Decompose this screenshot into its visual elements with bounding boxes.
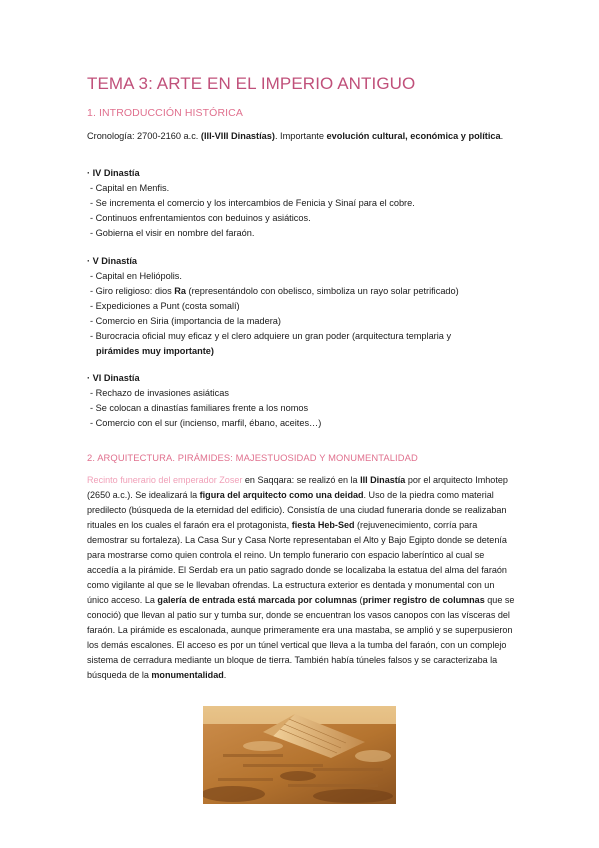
text-run: ( [357,595,363,605]
text-run-bold: primer registro de columnas [362,595,485,605]
list-item-text: (representándolo con obelisco, simboliza un rayo solar petrificado) [186,286,459,296]
architecture-paragraph [87,473,515,683]
text-run: La pirámide es escalonada, aunque primeramente era una mastaba, se amplió y se superpusieron los demás escalones. El acceso es por un túnel vertical que lleva a la tumba del faraón, con un complejo sistema de cerradura mediante un bloque de tierra. También había túneles falsos y se caracterizaba la búsqueda de la [87,625,513,680]
chronology-end: . [500,131,504,141]
text-run-bold: figura del arquitecto como una deidad [199,490,364,500]
dynasty-6-heading: · VI Dinastía [87,373,140,383]
zoser-title: Recinto funerario del emperador Zoser [87,475,243,485]
list-item: - Comercio con el sur (incienso, marfil, ébano, aceites…) [90,418,322,428]
list-item: - Expediciones a Punt (costa somalí) [90,301,240,311]
chronology-middle: . Importante [274,131,327,141]
text-run: por el arquitecto Imhotep (2650 a.c.). Se idealizará la [87,475,508,500]
step-pyramid-photo [203,706,396,804]
list-item [90,285,459,297]
section-heading-1: 1. INTRODUCCIÓN HISTÓRICA [87,107,243,119]
dynasty-4-heading: · IV Dinastía [87,168,140,178]
dynasty-5-heading: · V Dinastía [87,256,138,266]
text-run-bold: fiesta Heb-Sed [291,520,355,530]
text-run: que se conoció) que llevan al patio sur y tumba sur, donde se encuentran los vasos canopos con las vísceras del faraón. [87,595,515,635]
list-item: - Continuos enfrentamientos con beduinos y asiáticos. [90,213,311,223]
list-item: - Se colocan a dinastías familiares frente a los nomos [90,403,309,413]
pyramid-image [203,706,396,804]
page-title: TEMA 3: ARTE EN EL IMPERIO ANTIGUO [87,74,416,93]
chronology-prefix: Cronología: 2700-2160 a.c. [87,131,201,141]
chronology-paragraph [87,129,507,144]
list-item: - Capital en Heliópolis. [90,271,182,281]
list-item-continuation: pirámides muy importante) [96,346,214,356]
chronology-bold-terms: evolución cultural, económica y política [326,131,501,141]
list-item: - Gobierna el visir en nombre del faraón. [90,228,255,238]
list-item: - Rechazo de invasiones asiáticas [90,388,229,398]
list-item: - Se incrementa el comercio y los intercambios de Fenicia y Sinaí para el cobre. [90,198,415,208]
list-item: - Burocracia oficial muy eficaz y el clero adquiere un gran poder (arquitectura templaria y [90,331,452,341]
list-item: - Capital en Menfis. [90,183,170,193]
text-run: en Saqqara: se realizó en la [242,475,361,485]
text-run: . Uso de la piedra como material predilecto (búsqueda de la eternidad del edificio). Consistía de una ciudad funeraria donde se realizaban rituales en los cuales el faraón era el protagonista, [87,490,507,530]
list-item-text: - Giro religioso: dios [90,286,175,296]
text-run: (rejuvenecimiento, corría para demostrar su fortaleza). La Casa Sur y Casa Norte representaban el Alto y Bajo Egipto donde se detenía para mostrarse como quien controla el reino. Un templo funerario con espacio laberíntico al cual se accedía a la pirámide. El Serdab era un patio sagrado donde se localizaba la estatua del alma del faraón como vigilante al que se le llevaban ofrendas. La estructura exterior es dentada y monumental con un único acceso. La [87,520,507,605]
chronology-dynasties: (III-VIII Dinastías) [200,131,275,141]
text-run-bold: III Dinastía [360,475,406,485]
text-run-bold: monumentalidad [151,670,224,680]
text-run-bold: galería de entrada está marcada por columnas [157,595,358,605]
text-run: . [223,670,227,680]
section-heading-2: 2. ARQUITECTURA. PIRÁMIDES: MAJESTUOSIDAD Y MONUMENTALIDAD [87,452,418,463]
list-item-bold: Ra [174,286,186,296]
list-item: - Comercio en Siria (importancia de la madera) [90,316,281,326]
